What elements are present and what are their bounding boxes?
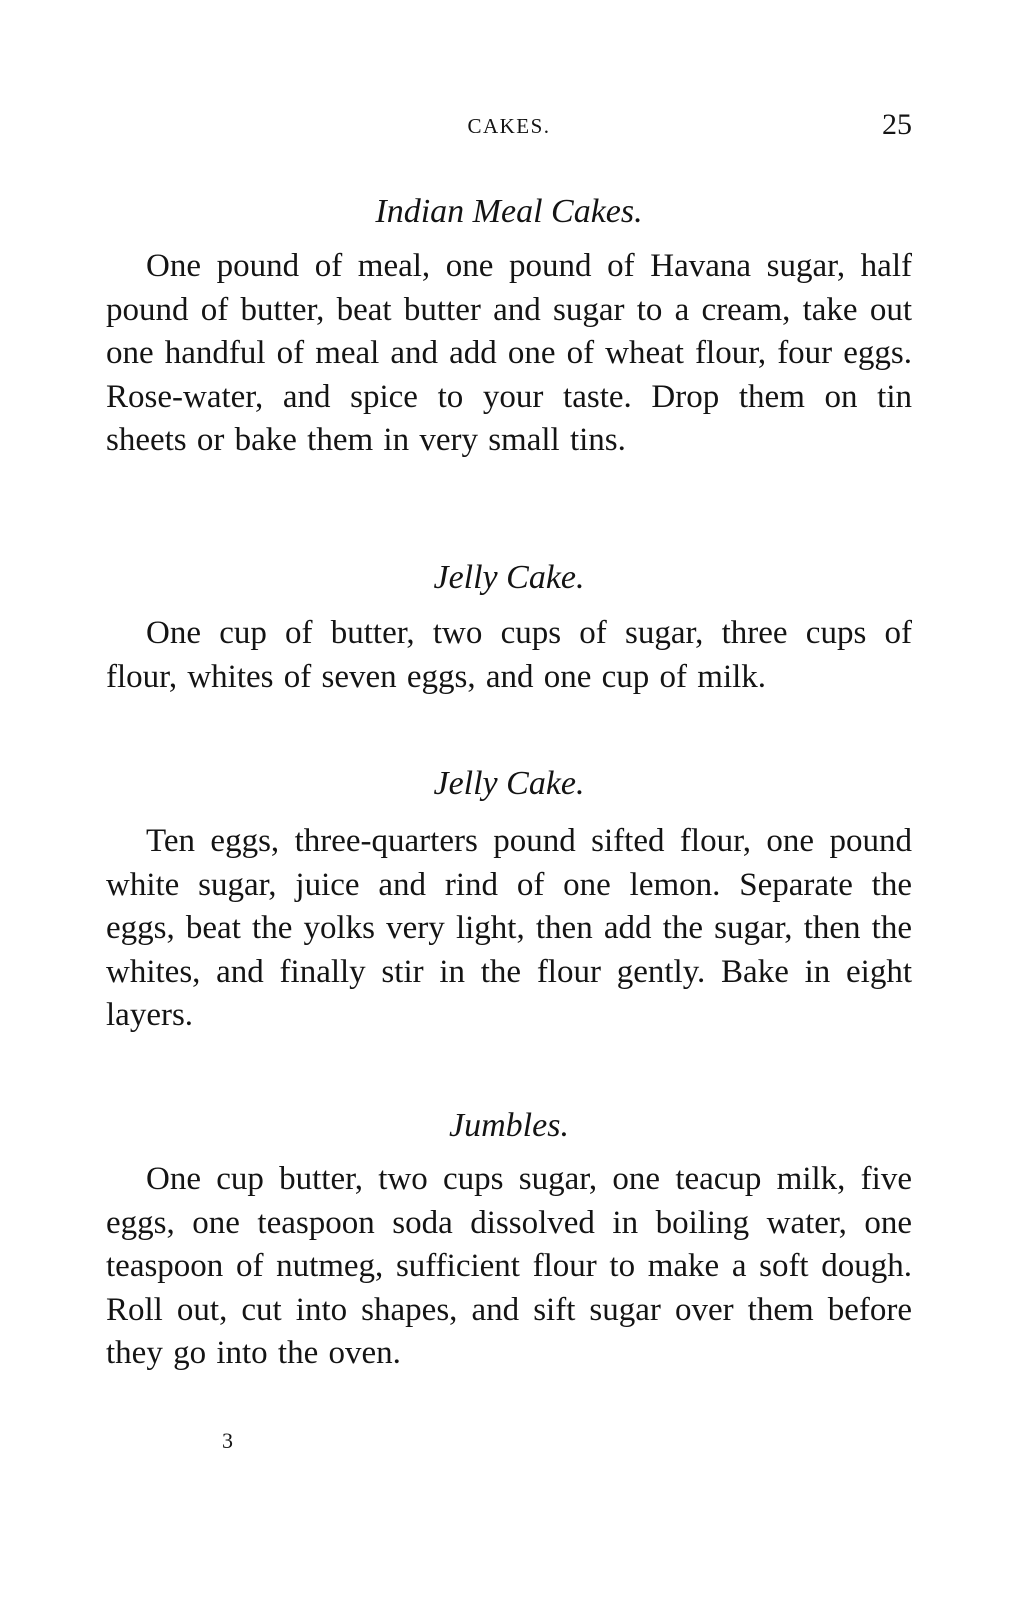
recipe-title-jumbles: Jumbles.: [449, 1107, 569, 1144]
recipe-title-jelly-cake-2: Jelly Cake.: [433, 765, 585, 802]
page-number: 25: [882, 108, 912, 141]
signature-mark: 3: [222, 1428, 233, 1453]
recipe-body-jelly-cake-2: Ten eggs, three-quarters pound sifted flour, one pound white sugar, juice and rind of one lemon. Separate the eggs, beat the yolks very light, then add the sugar, then the whites, and finally stir in the flour gently. Bake in eight layers.: [106, 823, 912, 1033]
recipe-body-jumbles: One cup butter, two cups sugar, one teacup milk, five eggs, one teaspoon soda dissolved in boiling water, one teaspoon of nutmeg, sufficient flour to make a soft dough. Roll out, cut into shapes, and sift sugar over them before they go into the oven.: [106, 1161, 912, 1371]
recipe-title-indian-meal-cakes: Indian Meal Cakes.: [375, 193, 643, 230]
running-head: [106, 108, 912, 148]
recipe-body-indian-meal-cakes: One pound of meal, one pound of Havana sugar, half pound of butter, beat butter and sugar to a cream, take out one handful of meal and add one of wheat flour, four eggs. Rose-water, and spice to your taste. Drop them on tin sheets or bake them in very small tins.: [106, 248, 912, 458]
recipe-body-jelly-cake-1: One cup of butter, two cups of sugar, three cups of flour, whites of seven eggs, and one cup of milk.: [106, 615, 912, 695]
recipe-title-jelly-cake-1: Jelly Cake.: [433, 559, 585, 596]
running-title: CAKES.: [467, 114, 551, 138]
